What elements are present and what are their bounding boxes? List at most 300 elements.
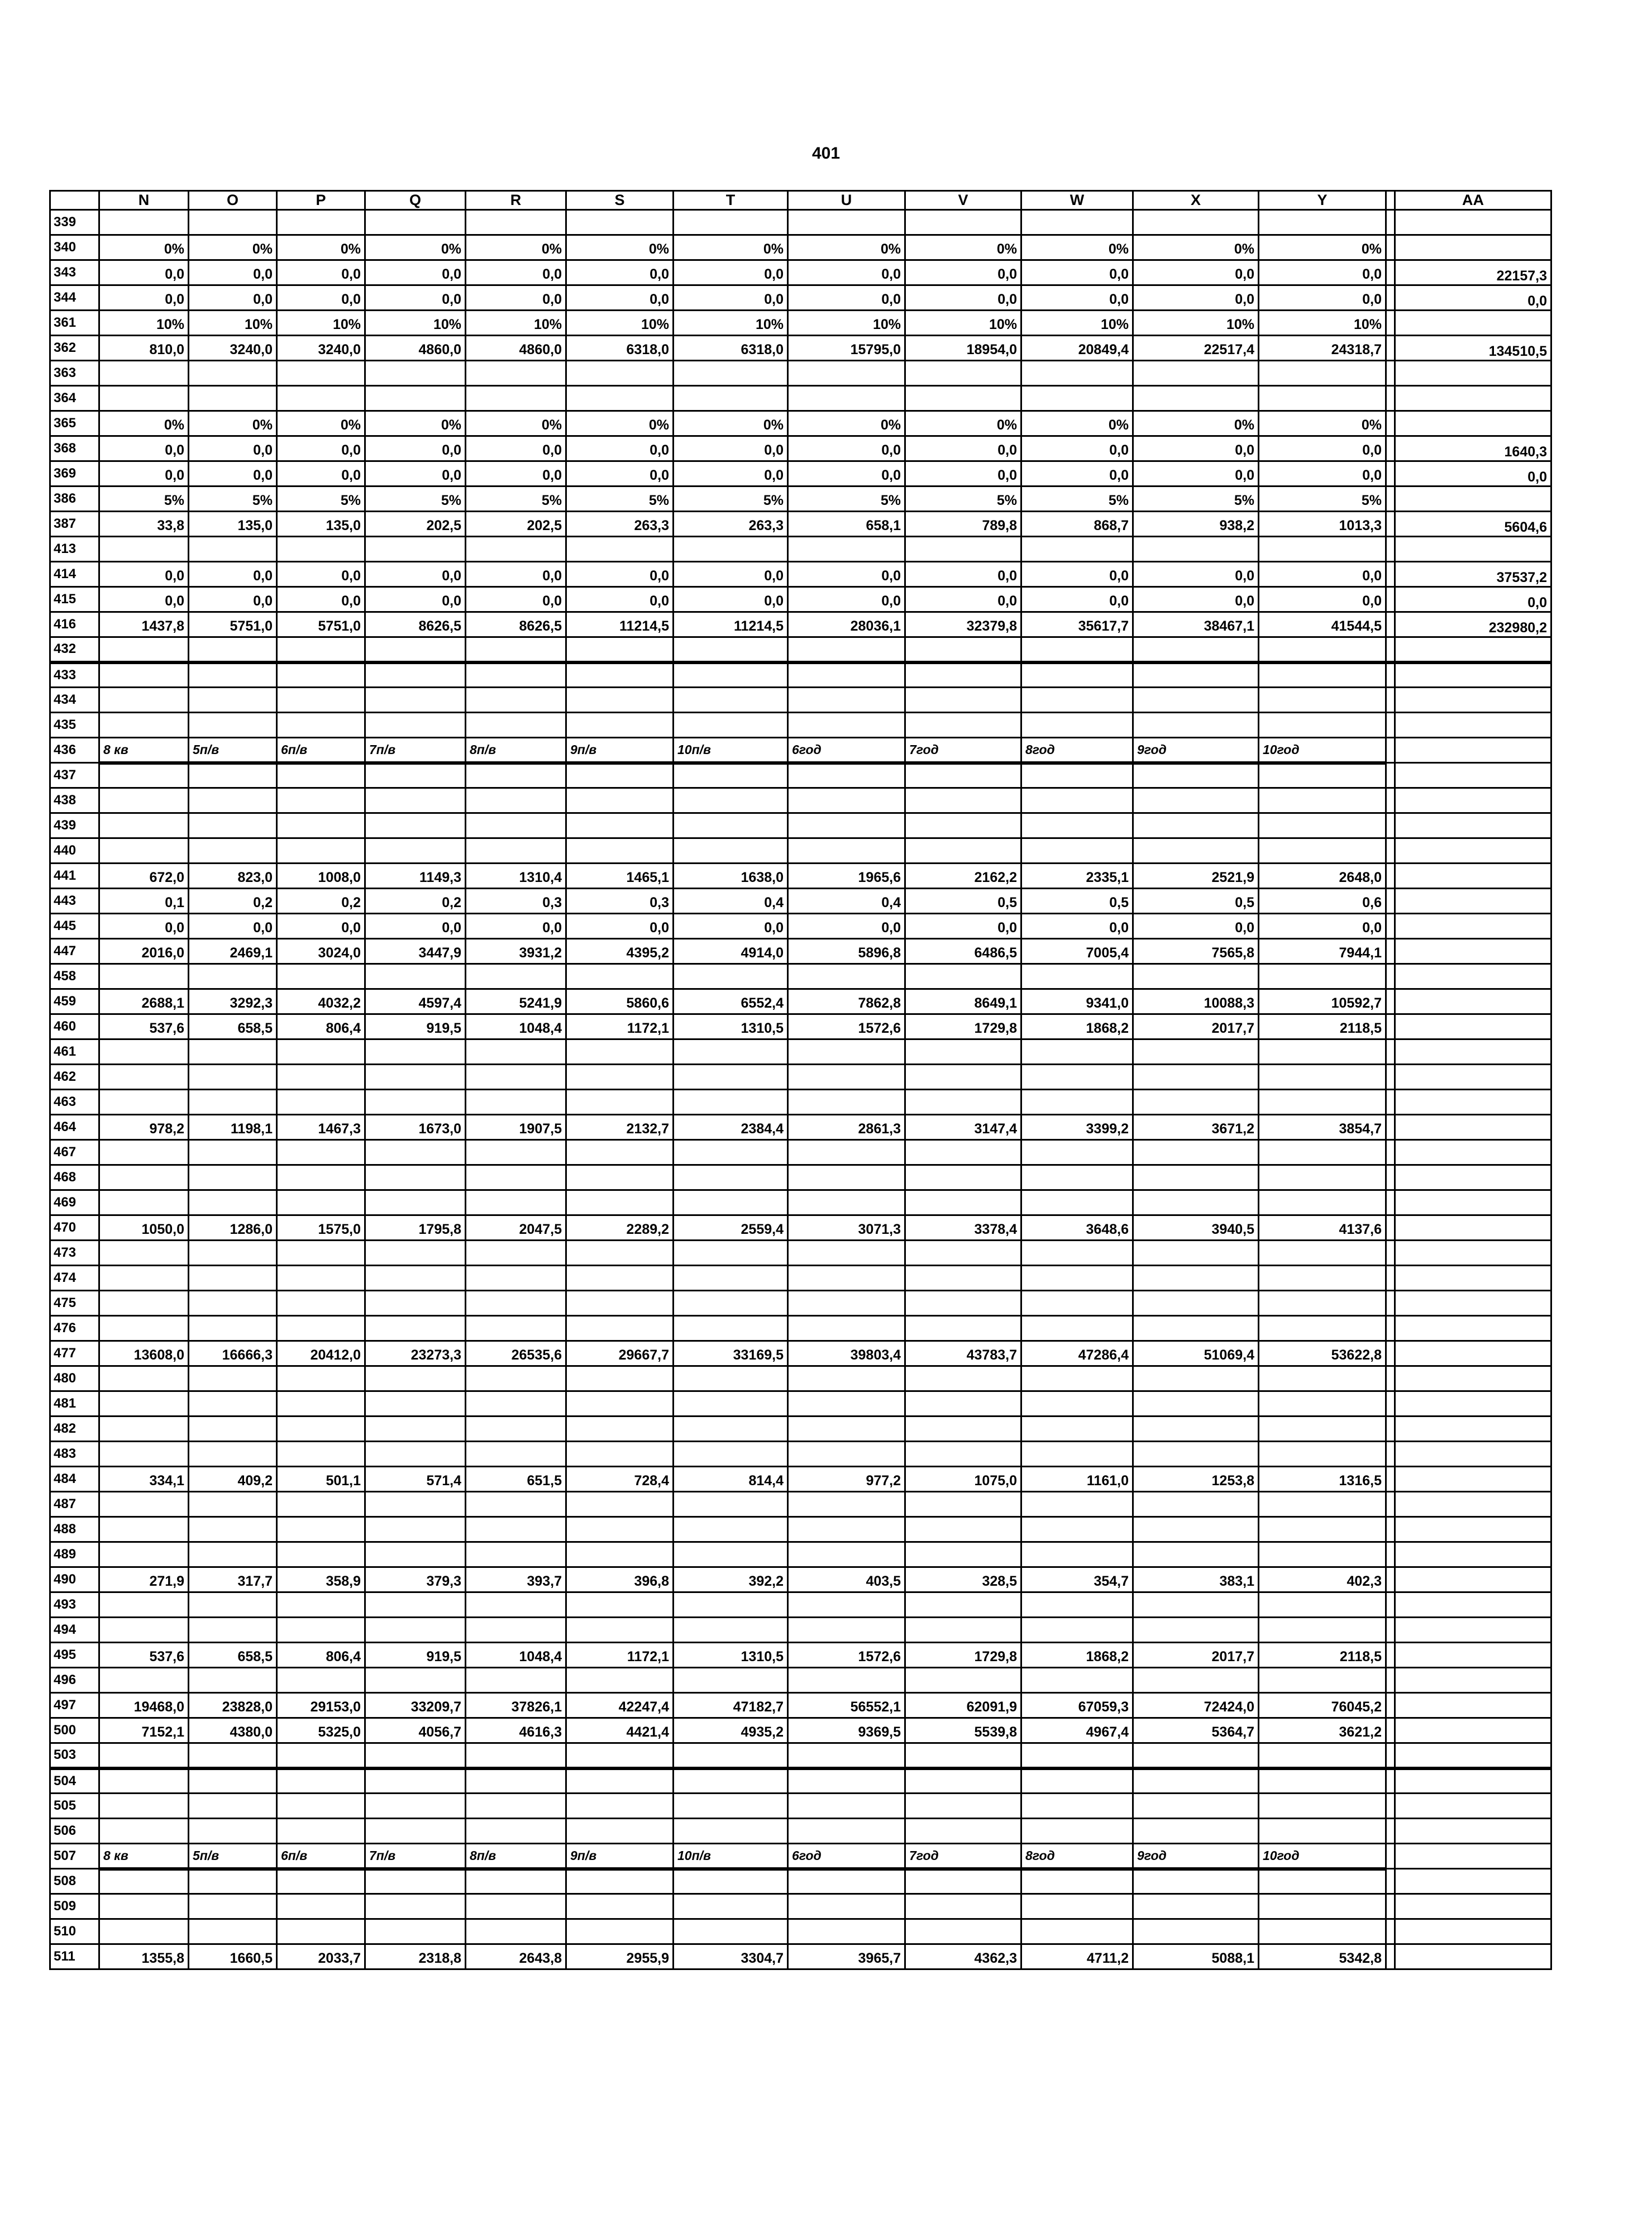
data-cell[interactable] <box>466 662 566 688</box>
data-cell[interactable] <box>466 1391 566 1417</box>
data-cell[interactable] <box>277 637 365 662</box>
data-cell[interactable]: 0,0 <box>566 260 674 285</box>
data-cell[interactable]: 0% <box>788 411 905 436</box>
data-cell[interactable]: 0% <box>1021 235 1133 260</box>
data-cell[interactable] <box>466 1492 566 1517</box>
data-cell[interactable] <box>1021 637 1133 662</box>
column-header-t[interactable]: T <box>674 191 788 210</box>
data-cell[interactable]: 10592,7 <box>1259 989 1386 1014</box>
data-cell[interactable] <box>365 1366 466 1391</box>
data-cell[interactable]: 0,1 <box>99 889 189 914</box>
data-cell[interactable]: 1465,1 <box>566 864 674 889</box>
data-cell[interactable] <box>365 1592 466 1618</box>
data-cell[interactable] <box>1259 1065 1386 1090</box>
data-cell[interactable]: 2047,5 <box>466 1215 566 1241</box>
data-cell[interactable]: 4935,2 <box>674 1718 788 1743</box>
data-cell[interactable]: 658,5 <box>189 1014 277 1039</box>
row-number[interactable]: 344 <box>50 285 99 311</box>
total-cell[interactable] <box>1395 1090 1551 1115</box>
data-cell[interactable]: 2688,1 <box>99 989 189 1014</box>
data-cell[interactable]: 4380,0 <box>189 1718 277 1743</box>
data-cell[interactable] <box>1021 1190 1133 1215</box>
data-cell[interactable]: 0,0 <box>466 436 566 461</box>
data-cell[interactable] <box>466 1266 566 1291</box>
total-cell[interactable] <box>1395 1266 1551 1291</box>
data-cell[interactable]: 5% <box>1259 487 1386 512</box>
data-cell[interactable] <box>905 210 1021 235</box>
data-cell[interactable] <box>674 662 788 688</box>
data-cell[interactable]: 1075,0 <box>905 1467 1021 1492</box>
data-cell[interactable] <box>189 1140 277 1165</box>
data-cell[interactable]: 0,0 <box>674 562 788 587</box>
data-cell[interactable] <box>566 1065 674 1090</box>
row-number[interactable]: 494 <box>50 1618 99 1643</box>
total-cell[interactable] <box>1395 1291 1551 1316</box>
data-cell[interactable]: 0,0 <box>674 436 788 461</box>
row-number[interactable]: 447 <box>50 939 99 964</box>
data-cell[interactable] <box>674 1743 788 1768</box>
data-cell[interactable]: 20412,0 <box>277 1341 365 1366</box>
data-cell[interactable] <box>189 1542 277 1567</box>
data-cell[interactable] <box>788 1919 905 1944</box>
total-cell[interactable]: 134510,5 <box>1395 336 1551 361</box>
total-cell[interactable] <box>1395 1140 1551 1165</box>
row-number[interactable]: 459 <box>50 989 99 1014</box>
data-cell[interactable] <box>905 788 1021 813</box>
data-cell[interactable]: 10% <box>1133 311 1259 336</box>
total-cell[interactable] <box>1395 1794 1551 1819</box>
data-cell[interactable] <box>1021 788 1133 813</box>
total-cell[interactable] <box>1395 487 1551 512</box>
data-cell[interactable] <box>1021 1819 1133 1844</box>
row-number[interactable]: 387 <box>50 512 99 537</box>
period-label-cell[interactable]: 10год <box>1259 738 1386 763</box>
row-number[interactable]: 467 <box>50 1140 99 1165</box>
period-label-cell[interactable]: 7год <box>905 738 1021 763</box>
data-cell[interactable]: 402,3 <box>1259 1567 1386 1592</box>
data-cell[interactable] <box>365 1190 466 1215</box>
data-cell[interactable] <box>905 1794 1021 1819</box>
data-cell[interactable] <box>99 1517 189 1542</box>
data-cell[interactable] <box>674 537 788 562</box>
data-cell[interactable]: 9341,0 <box>1021 989 1133 1014</box>
data-cell[interactable]: 0,2 <box>277 889 365 914</box>
data-cell[interactable] <box>674 1492 788 1517</box>
total-cell[interactable] <box>1395 1391 1551 1417</box>
total-cell[interactable] <box>1395 838 1551 864</box>
data-cell[interactable]: 2289,2 <box>566 1215 674 1241</box>
data-cell[interactable]: 0,4 <box>674 889 788 914</box>
data-cell[interactable] <box>189 713 277 738</box>
data-cell[interactable] <box>1021 1417 1133 1442</box>
data-cell[interactable] <box>674 688 788 713</box>
data-cell[interactable] <box>1021 813 1133 838</box>
data-cell[interactable] <box>1133 1618 1259 1643</box>
data-cell[interactable] <box>566 788 674 813</box>
data-cell[interactable] <box>365 662 466 688</box>
data-cell[interactable] <box>566 210 674 235</box>
data-cell[interactable]: 0,0 <box>1259 587 1386 612</box>
total-cell[interactable] <box>1395 1618 1551 1643</box>
data-cell[interactable]: 33169,5 <box>674 1341 788 1366</box>
data-cell[interactable] <box>189 1819 277 1844</box>
data-cell[interactable]: 4860,0 <box>466 336 566 361</box>
data-cell[interactable] <box>365 1794 466 1819</box>
data-cell[interactable] <box>1259 1768 1386 1794</box>
data-cell[interactable] <box>905 1618 1021 1643</box>
data-cell[interactable] <box>905 361 1021 386</box>
data-cell[interactable] <box>1259 1140 1386 1165</box>
data-cell[interactable] <box>277 1090 365 1115</box>
data-cell[interactable]: 0,0 <box>1021 436 1133 461</box>
data-cell[interactable] <box>1133 1668 1259 1693</box>
data-cell[interactable]: 2118,5 <box>1259 1014 1386 1039</box>
data-cell[interactable]: 2955,9 <box>566 1944 674 1969</box>
total-cell[interactable] <box>1395 964 1551 989</box>
data-cell[interactable] <box>189 386 277 411</box>
data-cell[interactable]: 789,8 <box>905 512 1021 537</box>
data-cell[interactable] <box>1021 1919 1133 1944</box>
data-cell[interactable] <box>365 637 466 662</box>
data-cell[interactable]: 3931,2 <box>466 939 566 964</box>
data-cell[interactable]: 33209,7 <box>365 1693 466 1718</box>
data-cell[interactable]: 7152,1 <box>99 1718 189 1743</box>
data-cell[interactable] <box>189 210 277 235</box>
data-cell[interactable] <box>566 1366 674 1391</box>
data-cell[interactable] <box>1259 1919 1386 1944</box>
data-cell[interactable]: 10% <box>674 311 788 336</box>
data-cell[interactable]: 396,8 <box>566 1567 674 1592</box>
data-cell[interactable]: 1048,4 <box>466 1643 566 1668</box>
data-cell[interactable] <box>277 1794 365 1819</box>
data-cell[interactable] <box>99 1492 189 1517</box>
data-cell[interactable] <box>99 1417 189 1442</box>
data-cell[interactable] <box>99 763 189 788</box>
data-cell[interactable]: 0,0 <box>674 260 788 285</box>
data-cell[interactable] <box>566 1190 674 1215</box>
data-cell[interactable] <box>674 1090 788 1115</box>
data-cell[interactable]: 537,6 <box>99 1643 189 1668</box>
data-cell[interactable] <box>99 1241 189 1266</box>
data-cell[interactable]: 0% <box>99 235 189 260</box>
data-cell[interactable] <box>277 1768 365 1794</box>
data-cell[interactable]: 35617,7 <box>1021 612 1133 637</box>
data-cell[interactable] <box>365 1618 466 1643</box>
data-cell[interactable]: 0,0 <box>1259 562 1386 587</box>
data-cell[interactable] <box>905 662 1021 688</box>
data-cell[interactable]: 67059,3 <box>1021 1693 1133 1718</box>
data-cell[interactable]: 0,0 <box>566 587 674 612</box>
data-cell[interactable]: 0% <box>674 411 788 436</box>
data-cell[interactable] <box>466 1316 566 1341</box>
data-cell[interactable]: 8626,5 <box>365 612 466 637</box>
data-cell[interactable] <box>566 713 674 738</box>
data-cell[interactable]: 0,0 <box>788 461 905 487</box>
total-cell[interactable] <box>1395 1919 1551 1944</box>
data-cell[interactable]: 5% <box>788 487 905 512</box>
data-cell[interactable] <box>189 763 277 788</box>
data-cell[interactable]: 0,0 <box>788 914 905 939</box>
data-cell[interactable] <box>905 1768 1021 1794</box>
data-cell[interactable] <box>277 537 365 562</box>
total-cell[interactable] <box>1395 1542 1551 1567</box>
data-cell[interactable]: 0,0 <box>365 914 466 939</box>
column-header-y[interactable]: Y <box>1259 191 1386 210</box>
data-cell[interactable] <box>277 1165 365 1190</box>
data-cell[interactable] <box>466 1592 566 1618</box>
data-cell[interactable]: 29153,0 <box>277 1693 365 1718</box>
data-cell[interactable] <box>566 537 674 562</box>
column-header-w[interactable]: W <box>1021 191 1133 210</box>
data-cell[interactable]: 0,0 <box>566 436 674 461</box>
data-cell[interactable]: 38467,1 <box>1133 612 1259 637</box>
data-cell[interactable] <box>788 1065 905 1090</box>
data-cell[interactable] <box>788 838 905 864</box>
data-cell[interactable] <box>674 1165 788 1190</box>
total-cell[interactable] <box>1395 637 1551 662</box>
data-cell[interactable] <box>674 1869 788 1894</box>
data-cell[interactable]: 4137,6 <box>1259 1215 1386 1241</box>
data-cell[interactable]: 16666,3 <box>189 1341 277 1366</box>
data-cell[interactable] <box>365 1165 466 1190</box>
data-cell[interactable]: 5% <box>277 487 365 512</box>
total-cell[interactable] <box>1395 1592 1551 1618</box>
data-cell[interactable] <box>905 1165 1021 1190</box>
data-cell[interactable]: 1575,0 <box>277 1215 365 1241</box>
data-cell[interactable] <box>189 1869 277 1894</box>
data-cell[interactable] <box>788 386 905 411</box>
data-cell[interactable] <box>1133 1492 1259 1517</box>
data-cell[interactable] <box>466 1668 566 1693</box>
data-cell[interactable] <box>905 763 1021 788</box>
data-cell[interactable]: 5% <box>99 487 189 512</box>
row-number[interactable]: 433 <box>50 662 99 688</box>
data-cell[interactable] <box>1021 1039 1133 1065</box>
data-cell[interactable] <box>1133 713 1259 738</box>
data-cell[interactable]: 0,5 <box>905 889 1021 914</box>
data-cell[interactable]: 1198,1 <box>189 1115 277 1140</box>
data-cell[interactable]: 0,0 <box>365 587 466 612</box>
data-cell[interactable] <box>566 1794 674 1819</box>
data-cell[interactable] <box>566 1618 674 1643</box>
total-cell[interactable] <box>1395 1844 1551 1869</box>
data-cell[interactable]: 383,1 <box>1133 1567 1259 1592</box>
data-cell[interactable]: 5% <box>1021 487 1133 512</box>
row-number[interactable]: 484 <box>50 1467 99 1492</box>
data-cell[interactable] <box>189 1316 277 1341</box>
period-label-cell[interactable]: 9п/в <box>566 1844 674 1869</box>
data-cell[interactable]: 0% <box>99 411 189 436</box>
data-cell[interactable] <box>566 637 674 662</box>
data-cell[interactable]: 6486,5 <box>905 939 1021 964</box>
data-cell[interactable] <box>1021 1894 1133 1919</box>
data-cell[interactable]: 1467,3 <box>277 1115 365 1140</box>
data-cell[interactable] <box>466 1165 566 1190</box>
data-cell[interactable] <box>905 1442 1021 1467</box>
data-cell[interactable] <box>674 1316 788 1341</box>
data-cell[interactable]: 202,5 <box>466 512 566 537</box>
data-cell[interactable] <box>1259 1417 1386 1442</box>
data-cell[interactable]: 1673,0 <box>365 1115 466 1140</box>
data-cell[interactable] <box>674 964 788 989</box>
data-cell[interactable] <box>905 1316 1021 1341</box>
data-cell[interactable]: 1050,0 <box>99 1215 189 1241</box>
data-cell[interactable]: 919,5 <box>365 1014 466 1039</box>
data-cell[interactable] <box>99 1819 189 1844</box>
data-cell[interactable] <box>788 1391 905 1417</box>
total-cell[interactable] <box>1395 1065 1551 1090</box>
data-cell[interactable]: 10% <box>1259 311 1386 336</box>
data-cell[interactable]: 263,3 <box>674 512 788 537</box>
data-cell[interactable] <box>566 1517 674 1542</box>
data-cell[interactable] <box>566 1266 674 1291</box>
data-cell[interactable] <box>365 1668 466 1693</box>
data-cell[interactable] <box>1259 1743 1386 1768</box>
data-cell[interactable] <box>277 713 365 738</box>
data-cell[interactable]: 53622,8 <box>1259 1341 1386 1366</box>
data-cell[interactable]: 0,0 <box>1021 562 1133 587</box>
data-cell[interactable] <box>466 1140 566 1165</box>
data-cell[interactable] <box>1259 210 1386 235</box>
data-cell[interactable] <box>1259 1291 1386 1316</box>
row-number[interactable]: 475 <box>50 1291 99 1316</box>
data-cell[interactable] <box>1259 1190 1386 1215</box>
data-cell[interactable] <box>566 1039 674 1065</box>
data-cell[interactable]: 0,0 <box>1133 285 1259 311</box>
data-cell[interactable] <box>1021 688 1133 713</box>
row-number[interactable]: 437 <box>50 763 99 788</box>
row-number[interactable]: 415 <box>50 587 99 612</box>
data-cell[interactable]: 18954,0 <box>905 336 1021 361</box>
total-cell[interactable] <box>1395 1819 1551 1844</box>
data-cell[interactable]: 41544,5 <box>1259 612 1386 637</box>
data-cell[interactable] <box>365 1819 466 1844</box>
row-number[interactable]: 474 <box>50 1266 99 1291</box>
data-cell[interactable]: 0,0 <box>674 285 788 311</box>
data-cell[interactable]: 0,0 <box>277 914 365 939</box>
row-number[interactable]: 416 <box>50 612 99 637</box>
row-number[interactable]: 440 <box>50 838 99 864</box>
data-cell[interactable] <box>99 1743 189 1768</box>
data-cell[interactable]: 1795,8 <box>365 1215 466 1241</box>
data-cell[interactable] <box>788 1039 905 1065</box>
data-cell[interactable] <box>277 1492 365 1517</box>
data-cell[interactable] <box>189 1065 277 1090</box>
data-cell[interactable] <box>674 1391 788 1417</box>
row-number[interactable]: 435 <box>50 713 99 738</box>
data-cell[interactable]: 10% <box>566 311 674 336</box>
data-cell[interactable]: 10% <box>905 311 1021 336</box>
data-cell[interactable] <box>277 1517 365 1542</box>
row-number[interactable]: 500 <box>50 1718 99 1743</box>
data-cell[interactable]: 806,4 <box>277 1014 365 1039</box>
data-cell[interactable]: 3147,4 <box>905 1115 1021 1140</box>
data-cell[interactable]: 2017,7 <box>1133 1643 1259 1668</box>
data-cell[interactable]: 0% <box>566 411 674 436</box>
data-cell[interactable] <box>189 1391 277 1417</box>
total-cell[interactable] <box>1395 1517 1551 1542</box>
data-cell[interactable] <box>1021 1768 1133 1794</box>
data-cell[interactable] <box>189 1894 277 1919</box>
data-cell[interactable]: 22517,4 <box>1133 336 1259 361</box>
total-cell[interactable] <box>1395 1693 1551 1718</box>
data-cell[interactable] <box>1259 1165 1386 1190</box>
data-cell[interactable]: 7005,4 <box>1021 939 1133 964</box>
data-cell[interactable] <box>905 1743 1021 1768</box>
data-cell[interactable]: 24318,7 <box>1259 336 1386 361</box>
data-cell[interactable]: 317,7 <box>189 1567 277 1592</box>
row-number[interactable]: 504 <box>50 1768 99 1794</box>
period-label-cell[interactable]: 6год <box>788 738 905 763</box>
total-cell[interactable] <box>1395 738 1551 763</box>
data-cell[interactable] <box>566 1592 674 1618</box>
data-cell[interactable]: 0,0 <box>1021 285 1133 311</box>
data-cell[interactable]: 1572,6 <box>788 1643 905 1668</box>
data-cell[interactable] <box>1259 537 1386 562</box>
data-cell[interactable]: 10% <box>189 311 277 336</box>
row-number[interactable]: 362 <box>50 336 99 361</box>
data-cell[interactable] <box>1021 1391 1133 1417</box>
data-cell[interactable]: 0,5 <box>1021 889 1133 914</box>
data-cell[interactable]: 0,0 <box>99 436 189 461</box>
total-cell[interactable] <box>1395 713 1551 738</box>
data-cell[interactable] <box>466 1618 566 1643</box>
data-cell[interactable] <box>1133 386 1259 411</box>
data-cell[interactable] <box>674 1190 788 1215</box>
data-cell[interactable] <box>1259 813 1386 838</box>
data-cell[interactable]: 19468,0 <box>99 1693 189 1718</box>
data-cell[interactable]: 0,0 <box>365 562 466 587</box>
column-header-u[interactable]: U <box>788 191 905 210</box>
data-cell[interactable] <box>365 1442 466 1467</box>
data-cell[interactable] <box>788 637 905 662</box>
row-number[interactable]: 463 <box>50 1090 99 1115</box>
data-cell[interactable] <box>788 1592 905 1618</box>
data-cell[interactable] <box>566 1668 674 1693</box>
data-cell[interactable] <box>674 1065 788 1090</box>
data-cell[interactable] <box>1021 838 1133 864</box>
data-cell[interactable]: 11214,5 <box>674 612 788 637</box>
data-cell[interactable] <box>466 1366 566 1391</box>
data-cell[interactable] <box>466 637 566 662</box>
data-cell[interactable] <box>1021 1743 1133 1768</box>
data-cell[interactable] <box>674 788 788 813</box>
data-cell[interactable]: 3621,2 <box>1259 1718 1386 1743</box>
data-cell[interactable] <box>189 1492 277 1517</box>
data-cell[interactable]: 10% <box>99 311 189 336</box>
data-cell[interactable] <box>277 1366 365 1391</box>
total-cell[interactable] <box>1395 662 1551 688</box>
data-cell[interactable] <box>1259 386 1386 411</box>
data-cell[interactable]: 977,2 <box>788 1467 905 1492</box>
column-header-aa[interactable]: AA <box>1395 191 1551 210</box>
data-cell[interactable]: 1310,5 <box>674 1643 788 1668</box>
data-cell[interactable] <box>674 361 788 386</box>
data-cell[interactable]: 0,0 <box>99 461 189 487</box>
row-number[interactable]: 497 <box>50 1693 99 1718</box>
data-cell[interactable] <box>905 1366 1021 1391</box>
data-cell[interactable]: 0,0 <box>277 285 365 311</box>
data-cell[interactable]: 5241,9 <box>466 989 566 1014</box>
data-cell[interactable] <box>905 1140 1021 1165</box>
data-cell[interactable]: 409,2 <box>189 1467 277 1492</box>
data-cell[interactable]: 0,0 <box>788 285 905 311</box>
corner-cell[interactable] <box>50 191 99 210</box>
data-cell[interactable] <box>788 713 905 738</box>
data-cell[interactable]: 0% <box>1133 411 1259 436</box>
data-cell[interactable]: 3671,2 <box>1133 1115 1259 1140</box>
data-cell[interactable] <box>365 1542 466 1567</box>
